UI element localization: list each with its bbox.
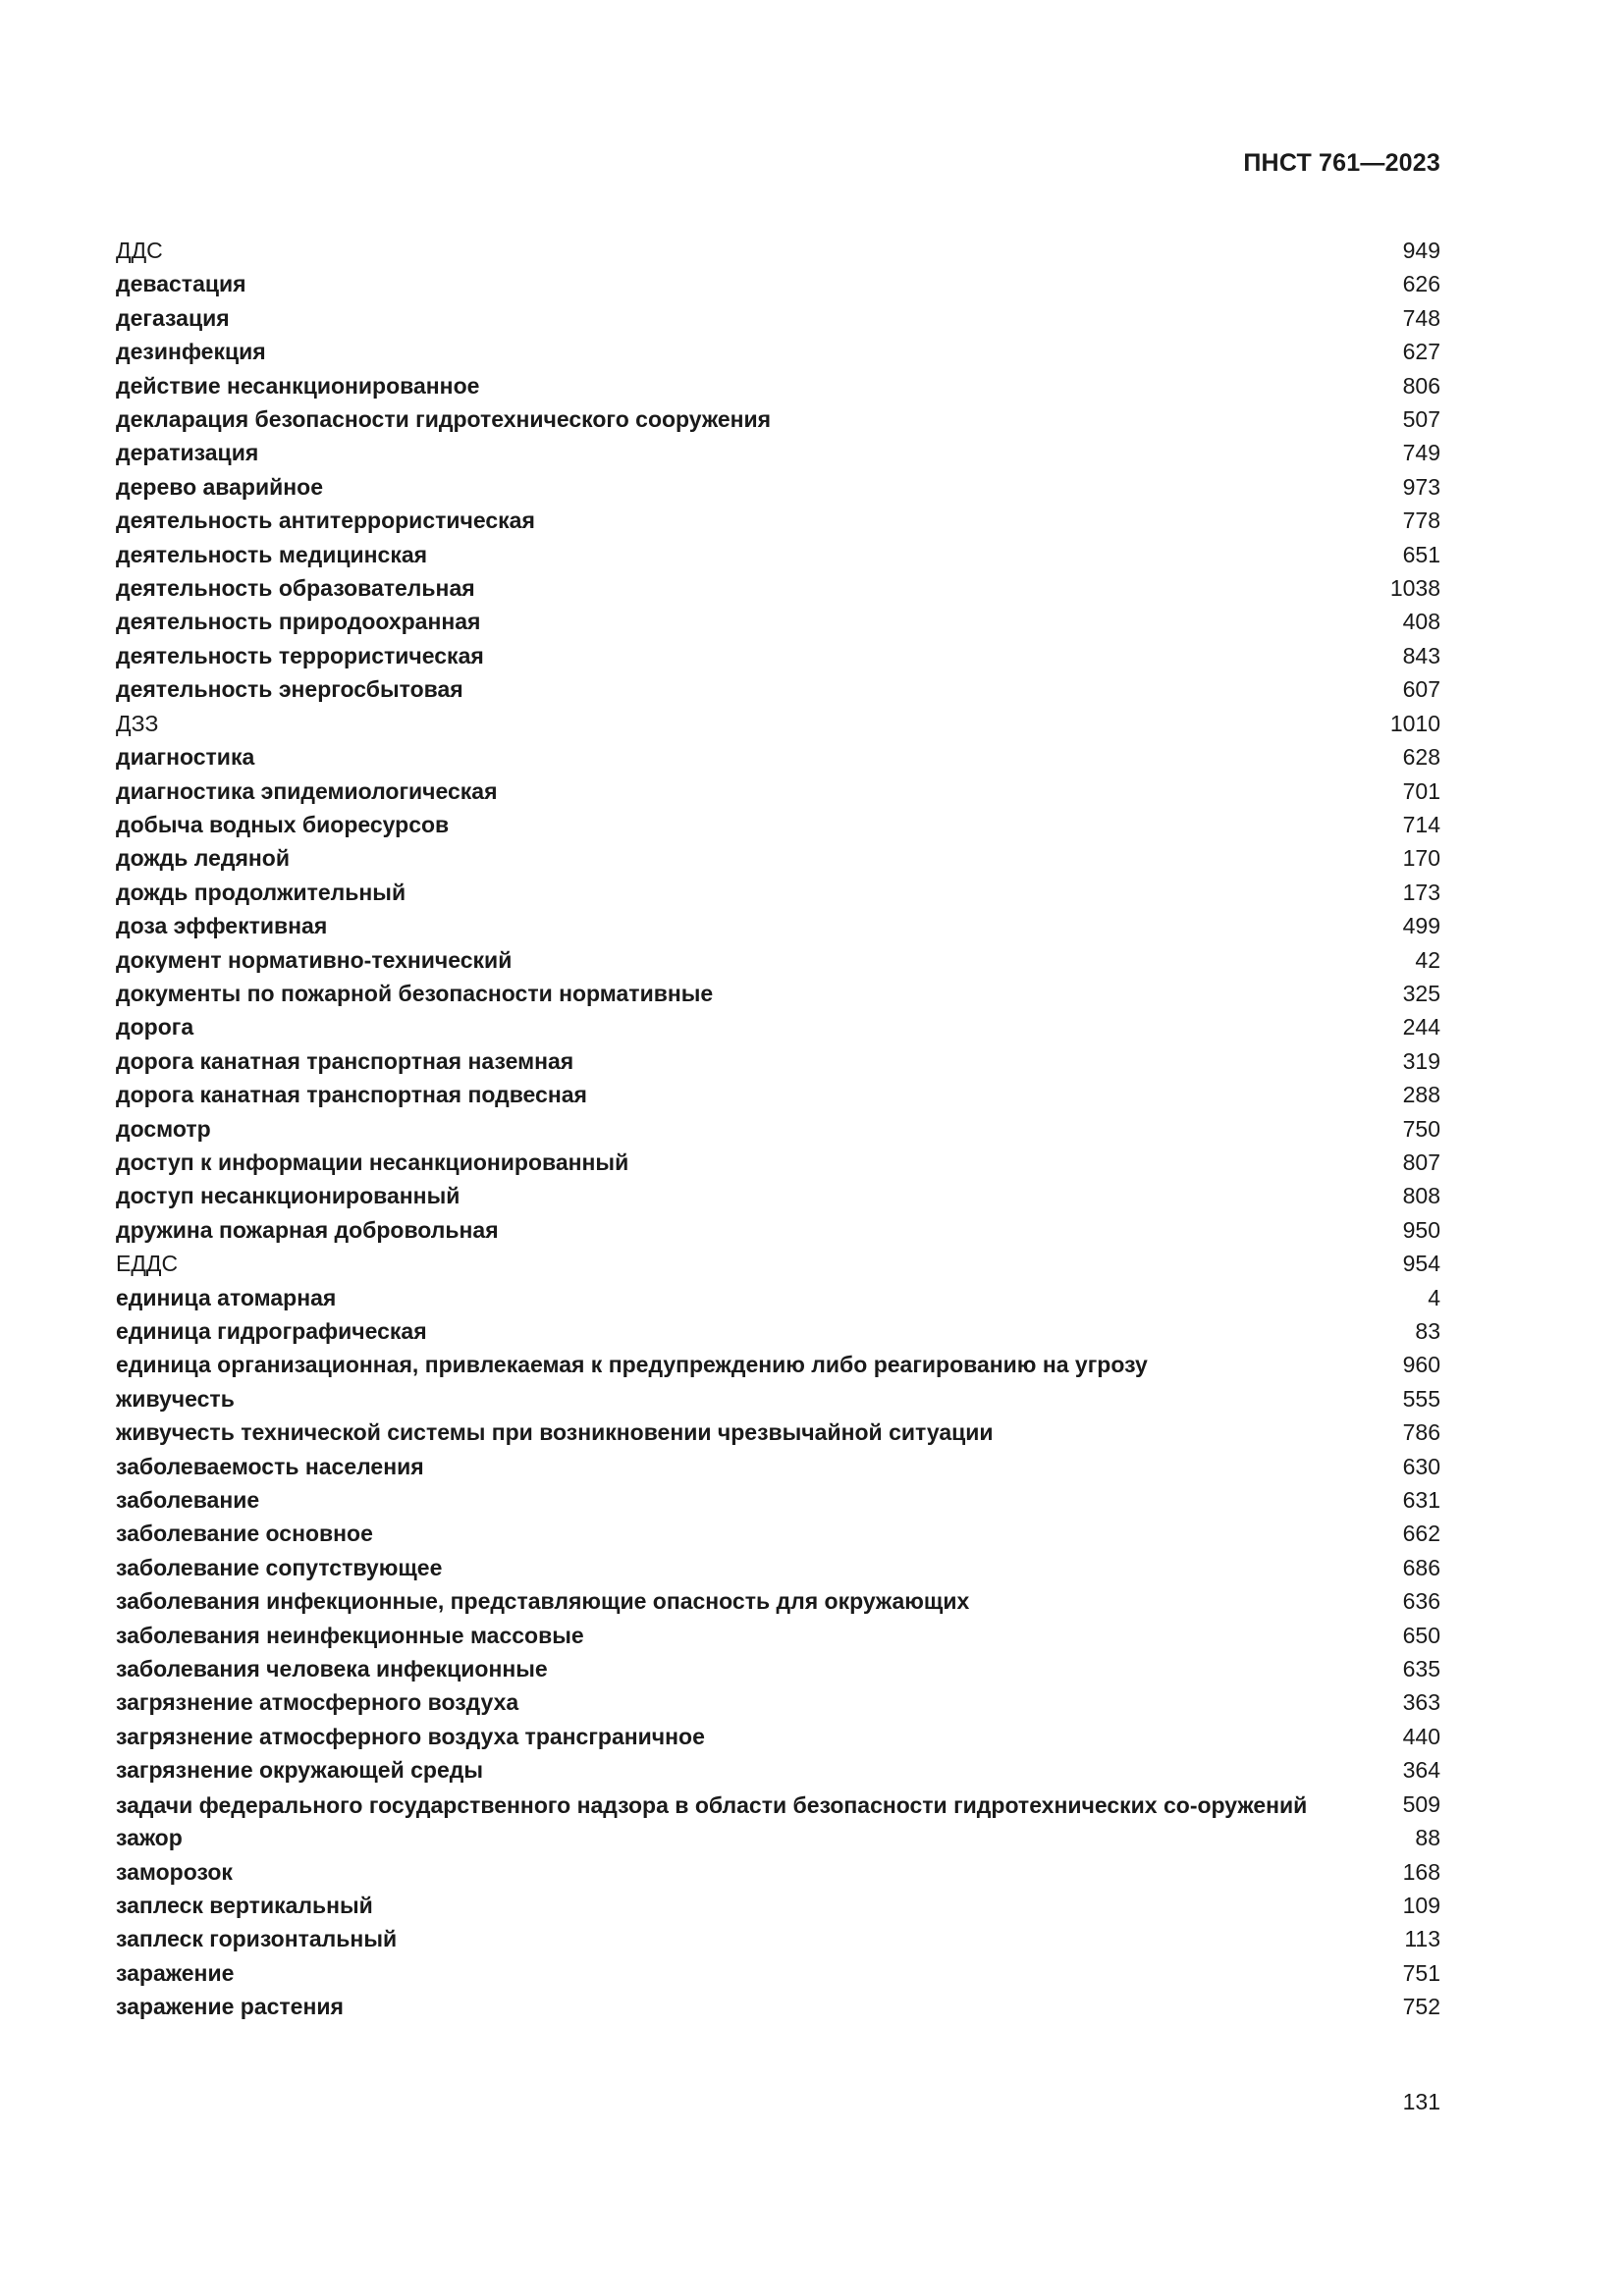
index-term: дорога канатная транспортная наземная xyxy=(116,1047,574,1074)
index-entry xyxy=(116,1652,1440,1685)
index-term: заболеваемость населения xyxy=(116,1453,424,1479)
index-number: 786 xyxy=(1402,1419,1440,1446)
index-entry xyxy=(116,1348,1440,1381)
index-entry xyxy=(116,1517,1440,1550)
index-number: 808 xyxy=(1402,1183,1440,1209)
index-entry xyxy=(116,1078,1440,1111)
index-entry xyxy=(116,1112,1440,1146)
index-entry xyxy=(116,1146,1440,1179)
index-entry xyxy=(116,605,1440,638)
index-entry xyxy=(116,977,1440,1010)
index-entry xyxy=(116,436,1440,469)
index-number: 750 xyxy=(1402,1115,1440,1142)
index-number: 662 xyxy=(1402,1521,1440,1547)
index-entry xyxy=(116,402,1440,436)
index-entry xyxy=(116,1922,1440,1955)
index-number: 168 xyxy=(1402,1858,1440,1885)
index-entry xyxy=(116,335,1440,368)
index-number: 170 xyxy=(1402,845,1440,872)
index-entry xyxy=(116,1956,1440,1990)
index-number: 83 xyxy=(1415,1318,1440,1344)
index-entry xyxy=(116,707,1440,740)
index-number: 499 xyxy=(1402,913,1440,939)
index-term: загрязнение атмосферного воздуха трансграничное xyxy=(116,1723,705,1749)
index-term: документы по пожарной безопасности нормативные xyxy=(116,980,714,1006)
index-term: единица организационная, привлекаемая к предупреждению либо реагированию на угрозу xyxy=(116,1352,1148,1378)
index-entry xyxy=(116,1010,1440,1043)
document-header: ПНСТ 761—2023 xyxy=(1243,149,1440,177)
index-entry xyxy=(116,1720,1440,1753)
index-entry xyxy=(116,1247,1440,1280)
index-number: 973 xyxy=(1402,473,1440,500)
index-term: задачи федерального государственного надзора в области безопасности гидротехнических со-оружений xyxy=(116,1792,1308,1819)
index-number: 701 xyxy=(1402,777,1440,804)
index-entry xyxy=(116,1619,1440,1652)
index-number: 806 xyxy=(1402,372,1440,399)
index-term: деятельность энергосбытовая xyxy=(116,676,463,703)
index-entry xyxy=(116,1753,1440,1787)
index-term: доступ к информации несанкционированный xyxy=(116,1148,629,1175)
index-number: 807 xyxy=(1402,1148,1440,1175)
index-term: заморозок xyxy=(116,1858,233,1885)
index-term: действие несанкционированное xyxy=(116,372,480,399)
index-term: дегазация xyxy=(116,304,230,331)
index-term: заболевания инфекционные, представляющие опасность для окружающих xyxy=(116,1588,970,1615)
index-number: 42 xyxy=(1415,946,1440,973)
index-term: дератизация xyxy=(116,440,259,466)
index-entry xyxy=(116,1415,1440,1449)
index-number: 607 xyxy=(1402,676,1440,703)
index-entry xyxy=(116,1821,1440,1854)
index-term: диагностика xyxy=(116,744,255,771)
page-number: 131 xyxy=(1402,2089,1440,2114)
index-number: 109 xyxy=(1402,1892,1440,1918)
index-entry xyxy=(116,1281,1440,1314)
index-term: зажор xyxy=(116,1825,183,1851)
index-entry xyxy=(116,571,1440,605)
index-term: живучесть технической системы при возникновении чрезвычайной ситуации xyxy=(116,1419,994,1446)
index-number: 778 xyxy=(1402,507,1440,534)
index-entry xyxy=(116,1990,1440,2023)
index-entry xyxy=(116,841,1440,875)
index-number: 950 xyxy=(1402,1216,1440,1243)
index-number: 630 xyxy=(1402,1453,1440,1479)
index-term: дружина пожарная добровольная xyxy=(116,1216,499,1243)
index-term: ДЗЗ xyxy=(116,710,159,736)
index-entry xyxy=(116,1788,1440,1821)
index-entry xyxy=(116,943,1440,977)
index-term: заболевание xyxy=(116,1487,260,1514)
index-entry xyxy=(116,774,1440,808)
index-term: живучесть xyxy=(116,1385,235,1412)
index-number: 650 xyxy=(1402,1622,1440,1648)
index-entry xyxy=(116,267,1440,300)
index-term: доза эффективная xyxy=(116,913,328,939)
index-number: 4 xyxy=(1428,1284,1440,1310)
index-term: деятельность природоохранная xyxy=(116,609,481,635)
index-term: заболевание основное xyxy=(116,1521,373,1547)
index-term: добыча водных биоресурсов xyxy=(116,811,450,837)
index-term: заболевания человека инфекционные xyxy=(116,1656,548,1682)
index-term: дерево аварийное xyxy=(116,473,323,500)
index-term: заражение растения xyxy=(116,1994,344,2020)
index-number: 749 xyxy=(1402,440,1440,466)
index-number: 509 xyxy=(1402,1790,1440,1817)
index-number: 714 xyxy=(1402,811,1440,837)
index-term: деятельность антитеррористическая xyxy=(116,507,535,534)
index-number: 288 xyxy=(1402,1082,1440,1108)
index-number: 636 xyxy=(1402,1588,1440,1615)
index-term: заплеск вертикальный xyxy=(116,1892,373,1918)
index-term: единица атомарная xyxy=(116,1284,337,1310)
index-number: 635 xyxy=(1402,1656,1440,1682)
index-entry xyxy=(116,808,1440,841)
index-number: 113 xyxy=(1404,1926,1440,1952)
index-entry xyxy=(116,740,1440,774)
index-number: 627 xyxy=(1402,339,1440,365)
index-term: документ нормативно-технический xyxy=(116,946,513,973)
index-term: деятельность террористическая xyxy=(116,642,484,668)
index-entry xyxy=(116,876,1440,909)
index-entry xyxy=(116,234,1440,267)
index-term: дождь продолжительный xyxy=(116,879,406,905)
index-term: загрязнение окружающей среды xyxy=(116,1757,483,1784)
index-number: 408 xyxy=(1402,609,1440,635)
index-term: заплеск горизонтальный xyxy=(116,1926,398,1952)
index-number: 364 xyxy=(1402,1757,1440,1784)
index-term: доступ несанкционированный xyxy=(116,1183,460,1209)
index-entry xyxy=(116,1584,1440,1618)
index-number: 244 xyxy=(1402,1014,1440,1041)
index-entry xyxy=(116,909,1440,942)
index-entry xyxy=(116,1551,1440,1584)
index-term: диагностика эпидемиологическая xyxy=(116,777,498,804)
alphabetical-index xyxy=(116,234,1440,2024)
index-number: 954 xyxy=(1402,1251,1440,1277)
index-entry xyxy=(116,1382,1440,1415)
index-number: 651 xyxy=(1402,541,1440,567)
index-entry xyxy=(116,1314,1440,1348)
index-entry xyxy=(116,1889,1440,1922)
index-entry xyxy=(116,504,1440,537)
index-entry xyxy=(116,301,1440,335)
index-number: 752 xyxy=(1402,1994,1440,2020)
index-number: 751 xyxy=(1402,1959,1440,1986)
index-number: 628 xyxy=(1402,744,1440,771)
index-entry xyxy=(116,1450,1440,1483)
index-number: 686 xyxy=(1402,1554,1440,1580)
index-number: 363 xyxy=(1402,1689,1440,1716)
index-number: 440 xyxy=(1402,1723,1440,1749)
index-entry xyxy=(116,369,1440,402)
index-term: деятельность медицинская xyxy=(116,541,428,567)
index-number: 949 xyxy=(1402,238,1440,263)
index-entry xyxy=(116,538,1440,571)
index-entry xyxy=(116,1179,1440,1212)
index-term: дорога канатная транспортная подвесная xyxy=(116,1082,587,1108)
index-number: 631 xyxy=(1402,1487,1440,1514)
index-number: 88 xyxy=(1415,1825,1440,1851)
index-entry xyxy=(116,1044,1440,1078)
index-number: 1010 xyxy=(1389,710,1440,736)
index-term: ДДС xyxy=(116,238,163,263)
index-term: ЕДДС xyxy=(116,1251,179,1277)
index-term: единица гидрографическая xyxy=(116,1318,427,1344)
index-term: заболевание сопутствующее xyxy=(116,1554,443,1580)
index-term: загрязнение атмосферного воздуха xyxy=(116,1689,519,1716)
index-term: дезинфекция xyxy=(116,339,266,365)
index-number: 555 xyxy=(1402,1385,1440,1412)
index-term: девастация xyxy=(116,271,246,297)
index-entry xyxy=(116,1685,1440,1719)
index-number: 325 xyxy=(1402,980,1440,1006)
index-entry xyxy=(116,1483,1440,1517)
index-entry xyxy=(116,1855,1440,1889)
index-number: 960 xyxy=(1402,1352,1440,1378)
index-number: 173 xyxy=(1402,879,1440,905)
index-term: декларация безопасности гидротехнического сооружения xyxy=(116,406,772,433)
index-number: 507 xyxy=(1402,406,1440,433)
index-entry xyxy=(116,672,1440,706)
index-number: 748 xyxy=(1402,304,1440,331)
index-entry xyxy=(116,639,1440,672)
index-number: 626 xyxy=(1402,271,1440,297)
index-number: 1038 xyxy=(1389,575,1440,602)
index-entry xyxy=(116,470,1440,504)
index-term: деятельность образовательная xyxy=(116,575,475,602)
index-term: досмотр xyxy=(116,1115,211,1142)
index-term: заражение xyxy=(116,1959,235,1986)
index-number: 319 xyxy=(1402,1047,1440,1074)
index-term: дорога xyxy=(116,1014,194,1041)
index-entry xyxy=(116,1213,1440,1247)
index-term: дождь ледяной xyxy=(116,845,290,872)
index-number: 843 xyxy=(1402,642,1440,668)
index-term: заболевания неинфекционные массовые xyxy=(116,1622,584,1648)
